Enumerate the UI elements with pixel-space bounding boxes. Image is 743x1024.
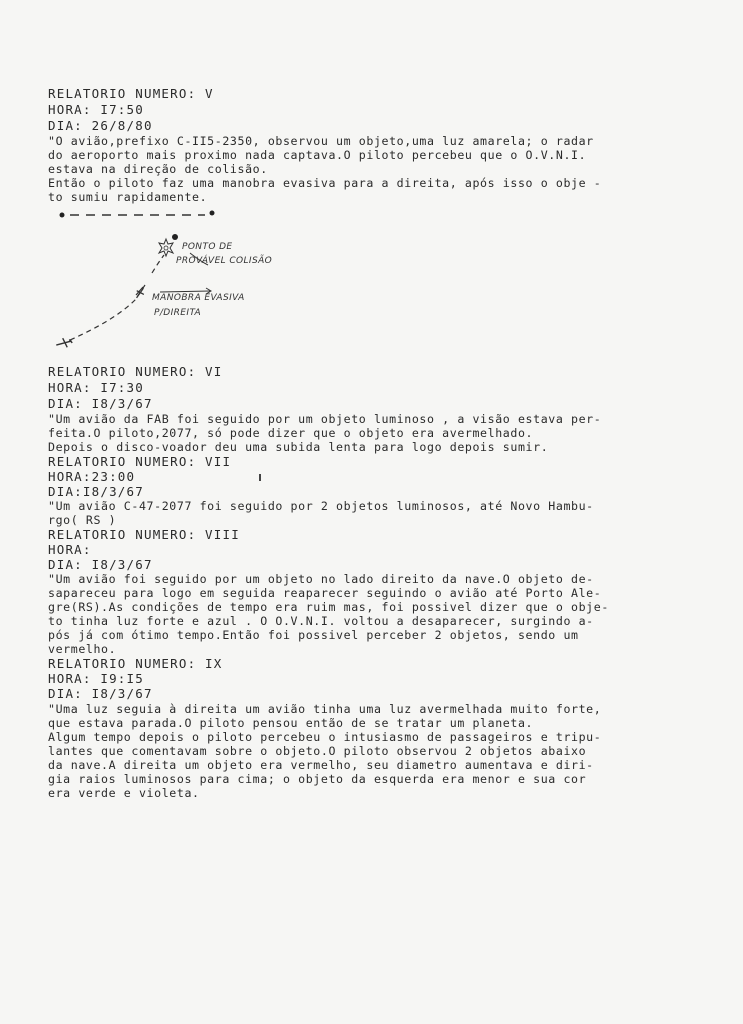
collision-label-line-2: PROVÁVEL COLISÃO <box>176 256 273 266</box>
airplane-maneuver-icon <box>133 286 146 300</box>
report-8-line-1: "Um avião foi seguido por um objeto no lado direito da nave.O objeto de- <box>48 572 594 586</box>
report-9-line-3: Algum tempo depois o piloto percebeu o intusiasmo de passageiros e tripu- <box>48 730 602 744</box>
ufo-end-dot <box>210 211 215 216</box>
report-6-line-2: feita.O piloto,2077, só pode dizer que o objeto era avermelhado. <box>48 426 534 440</box>
maneuver-label-line-1: MANOBRA EVASIVA <box>152 293 245 303</box>
report-9-hora: HORA: I9:I5 <box>48 671 144 686</box>
report-9-line-4: lantes que comentavam sobre o objeto.O piloto observou 2 objetos abaixo <box>48 744 587 758</box>
report-6-title: RELATORIO NUMERO: VI <box>48 364 223 379</box>
report-6-line-3: Depois o disco-voador deu uma subida lenta para logo depois sumir. <box>48 440 549 454</box>
report-9-line-2: que estava parada.O piloto pensou então de se tratar um planeta. <box>48 716 534 730</box>
report-9-title: RELATORIO NUMERO: IX <box>48 656 223 671</box>
report-7-title: RELATORIO NUMERO: VII <box>48 454 232 469</box>
collision-dot <box>172 234 178 240</box>
report-8-line-3: gre(RS).As condições de tempo era ruim mas, foi possivel dizer que o obje- <box>48 600 609 614</box>
report-8-line-2: sapareceu para logo em seguida reaparecer seguindo o avião até Porto Ale- <box>48 586 602 600</box>
report-7-line-1: "Um avião C-47-2077 foi seguido por 2 objetos luminosos, até Novo Hambu- <box>48 499 594 513</box>
report-5-line-2: do aeroporto mais proximo nada captava.O piloto percebeu que o O.V.N.I. <box>48 148 587 162</box>
report-5-line-1: "O avião,prefixo C-II5-2350, observou um objeto,uma luz amarela; o radar <box>48 134 594 148</box>
report-7-dia: DIA:I8/3/67 <box>48 484 144 499</box>
report-9-dia: DIA: I8/3/67 <box>48 686 153 701</box>
flight-path-sketch <box>40 195 360 360</box>
report-8-line-6: vermelho. <box>48 642 117 656</box>
report-8-title: RELATORIO NUMERO: VIII <box>48 527 240 542</box>
airplane-path <box>70 255 164 340</box>
report-5-line-3: estava na direção de colisão. <box>48 162 268 176</box>
report-5-hora: HORA: I7:50 <box>48 102 144 117</box>
report-7-line-2: rgo( RS ) <box>48 513 117 527</box>
report-8-dia: DIA: I8/3/67 <box>48 557 153 572</box>
report-6-line-1: "Um avião da FAB foi seguido por um objeto luminoso , a visão estava per- <box>48 412 602 426</box>
report-5-line-4: Então o piloto faz uma manobra evasiva para a direita, após isso o obje - <box>48 176 602 190</box>
report-8-hora: HORA: <box>48 542 92 557</box>
maneuver-arrow <box>160 291 210 292</box>
report-5-line-5: to sumiu rapidamente. <box>48 190 208 204</box>
report-9-line-7: era verde e violeta. <box>48 786 200 800</box>
airplane-icon <box>55 336 73 350</box>
report-7-hora: HORA:23:00 <box>48 469 136 484</box>
report-5-title: RELATORIO NUMERO: V <box>48 86 214 101</box>
report-9-line-6: gia raios luminosos para cima; o objeto da esquerda era menor e sua cor <box>48 772 587 786</box>
report-9-line-1: "Uma luz seguia à direita um avião tinha uma luz avermelhada muito forte, <box>48 702 602 716</box>
report-8-line-5: pós já com ótimo tempo.Então foi possivel perceber 2 objetos, sendo um <box>48 628 579 642</box>
report-5-dia: DIA: 26/8/80 <box>48 118 153 133</box>
report-6-hora: HORA: I7:30 <box>48 380 144 395</box>
report-6-dia: DIA: I8/3/67 <box>48 396 153 411</box>
collision-label-line-1: PONTO DE <box>182 242 233 252</box>
report-8-line-4: to tinha luz forte e azul . O O.V.N.I. voltou a desaparecer, surgindo a- <box>48 614 594 628</box>
report-9-line-5: da nave.A direita um objeto era vermelho, seu diametro aumentava e diri- <box>48 758 594 772</box>
collision-star-icon <box>159 239 173 256</box>
maneuver-label-line-2: P/DIREITA <box>154 308 202 318</box>
stray-mark <box>259 474 261 481</box>
ufo-start-dot <box>60 213 65 218</box>
